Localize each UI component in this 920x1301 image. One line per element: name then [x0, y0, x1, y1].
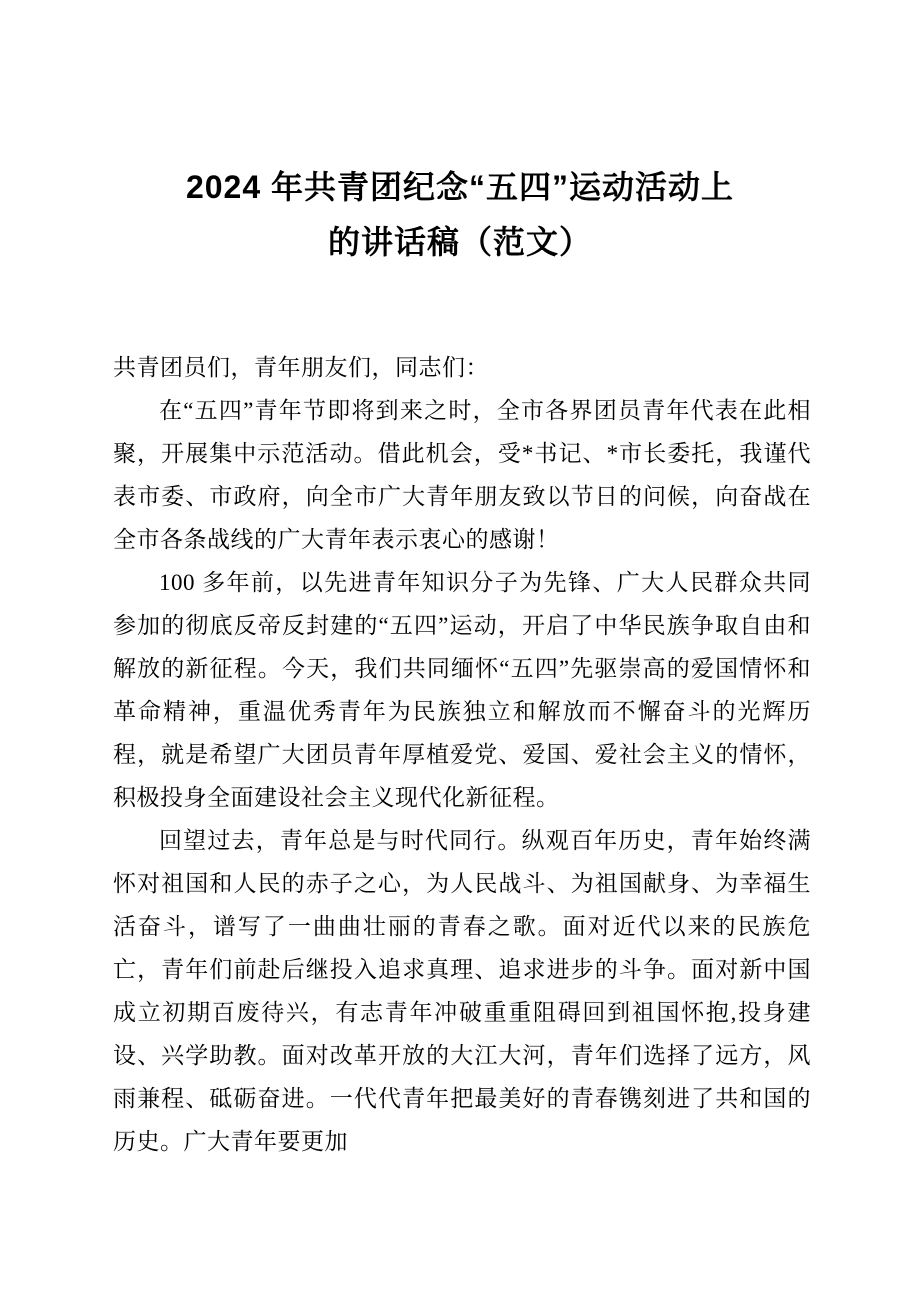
salutation-paragraph: 共青团员们，青年朋友们，同志们： — [113, 355, 489, 380]
document-body — [109, 346, 811, 1163]
paragraph-retrospect: 回望过去，青年总是与时代同行。纵观百年历史，青年始终满怀对祖国和人民的赤子之心，为人民战斗、为祖国献身、为幸福生活奋斗，谱写了一曲曲壮丽的青春之歌。面对近代以来的民族危亡，青年们前赴后继投入追求真理、追求进步的斗争。面对新中国成立初期百废待兴，有志青年冲破重重阻碍回到祖国怀抱,投身建设、兴学助教。面对改革开放的大江大河，青年们选择了远方，风雨兼程、砥砺奋进。一代代青年把最美好的青春镌刻进了共和国的历史。广大青年要更加 — [113, 828, 811, 1154]
paragraph-history: 100 多年前，以先进青年知识分子为先锋、广大人民群众共同参加的彻底反帝反封建的“五四”运动，开启了中华民族争取自由和解放的新征程。今天，我们共同缅怀“五四”先驱崇高的爱国情怀和革命精神，重温优秀青年为民族独立和解放而不懈奋斗的光辉历程，就是希望广大团员青年厚植爱党、爱国、爱社会主义的情怀，积极投身全面建设社会主义现代化新征程。 — [113, 570, 811, 810]
title-line-2: 的讲话稿（范文） — [327, 224, 592, 260]
title-line-1: 2024 年共青团纪念“五四”运动活动上 — [185, 169, 735, 205]
document-title — [111, 160, 809, 270]
paragraph-greeting: 在“五四”青年节即将到来之时，全市各界团员青年代表在此相聚，开展集中示范活动。借此机会，受*书记、*市长委托，我谨代表市委、市政府，向全市广大青年朋友致以节日的问候，向奋战在全市各条战线的广大青年表示衷心的感谢！ — [113, 398, 811, 552]
